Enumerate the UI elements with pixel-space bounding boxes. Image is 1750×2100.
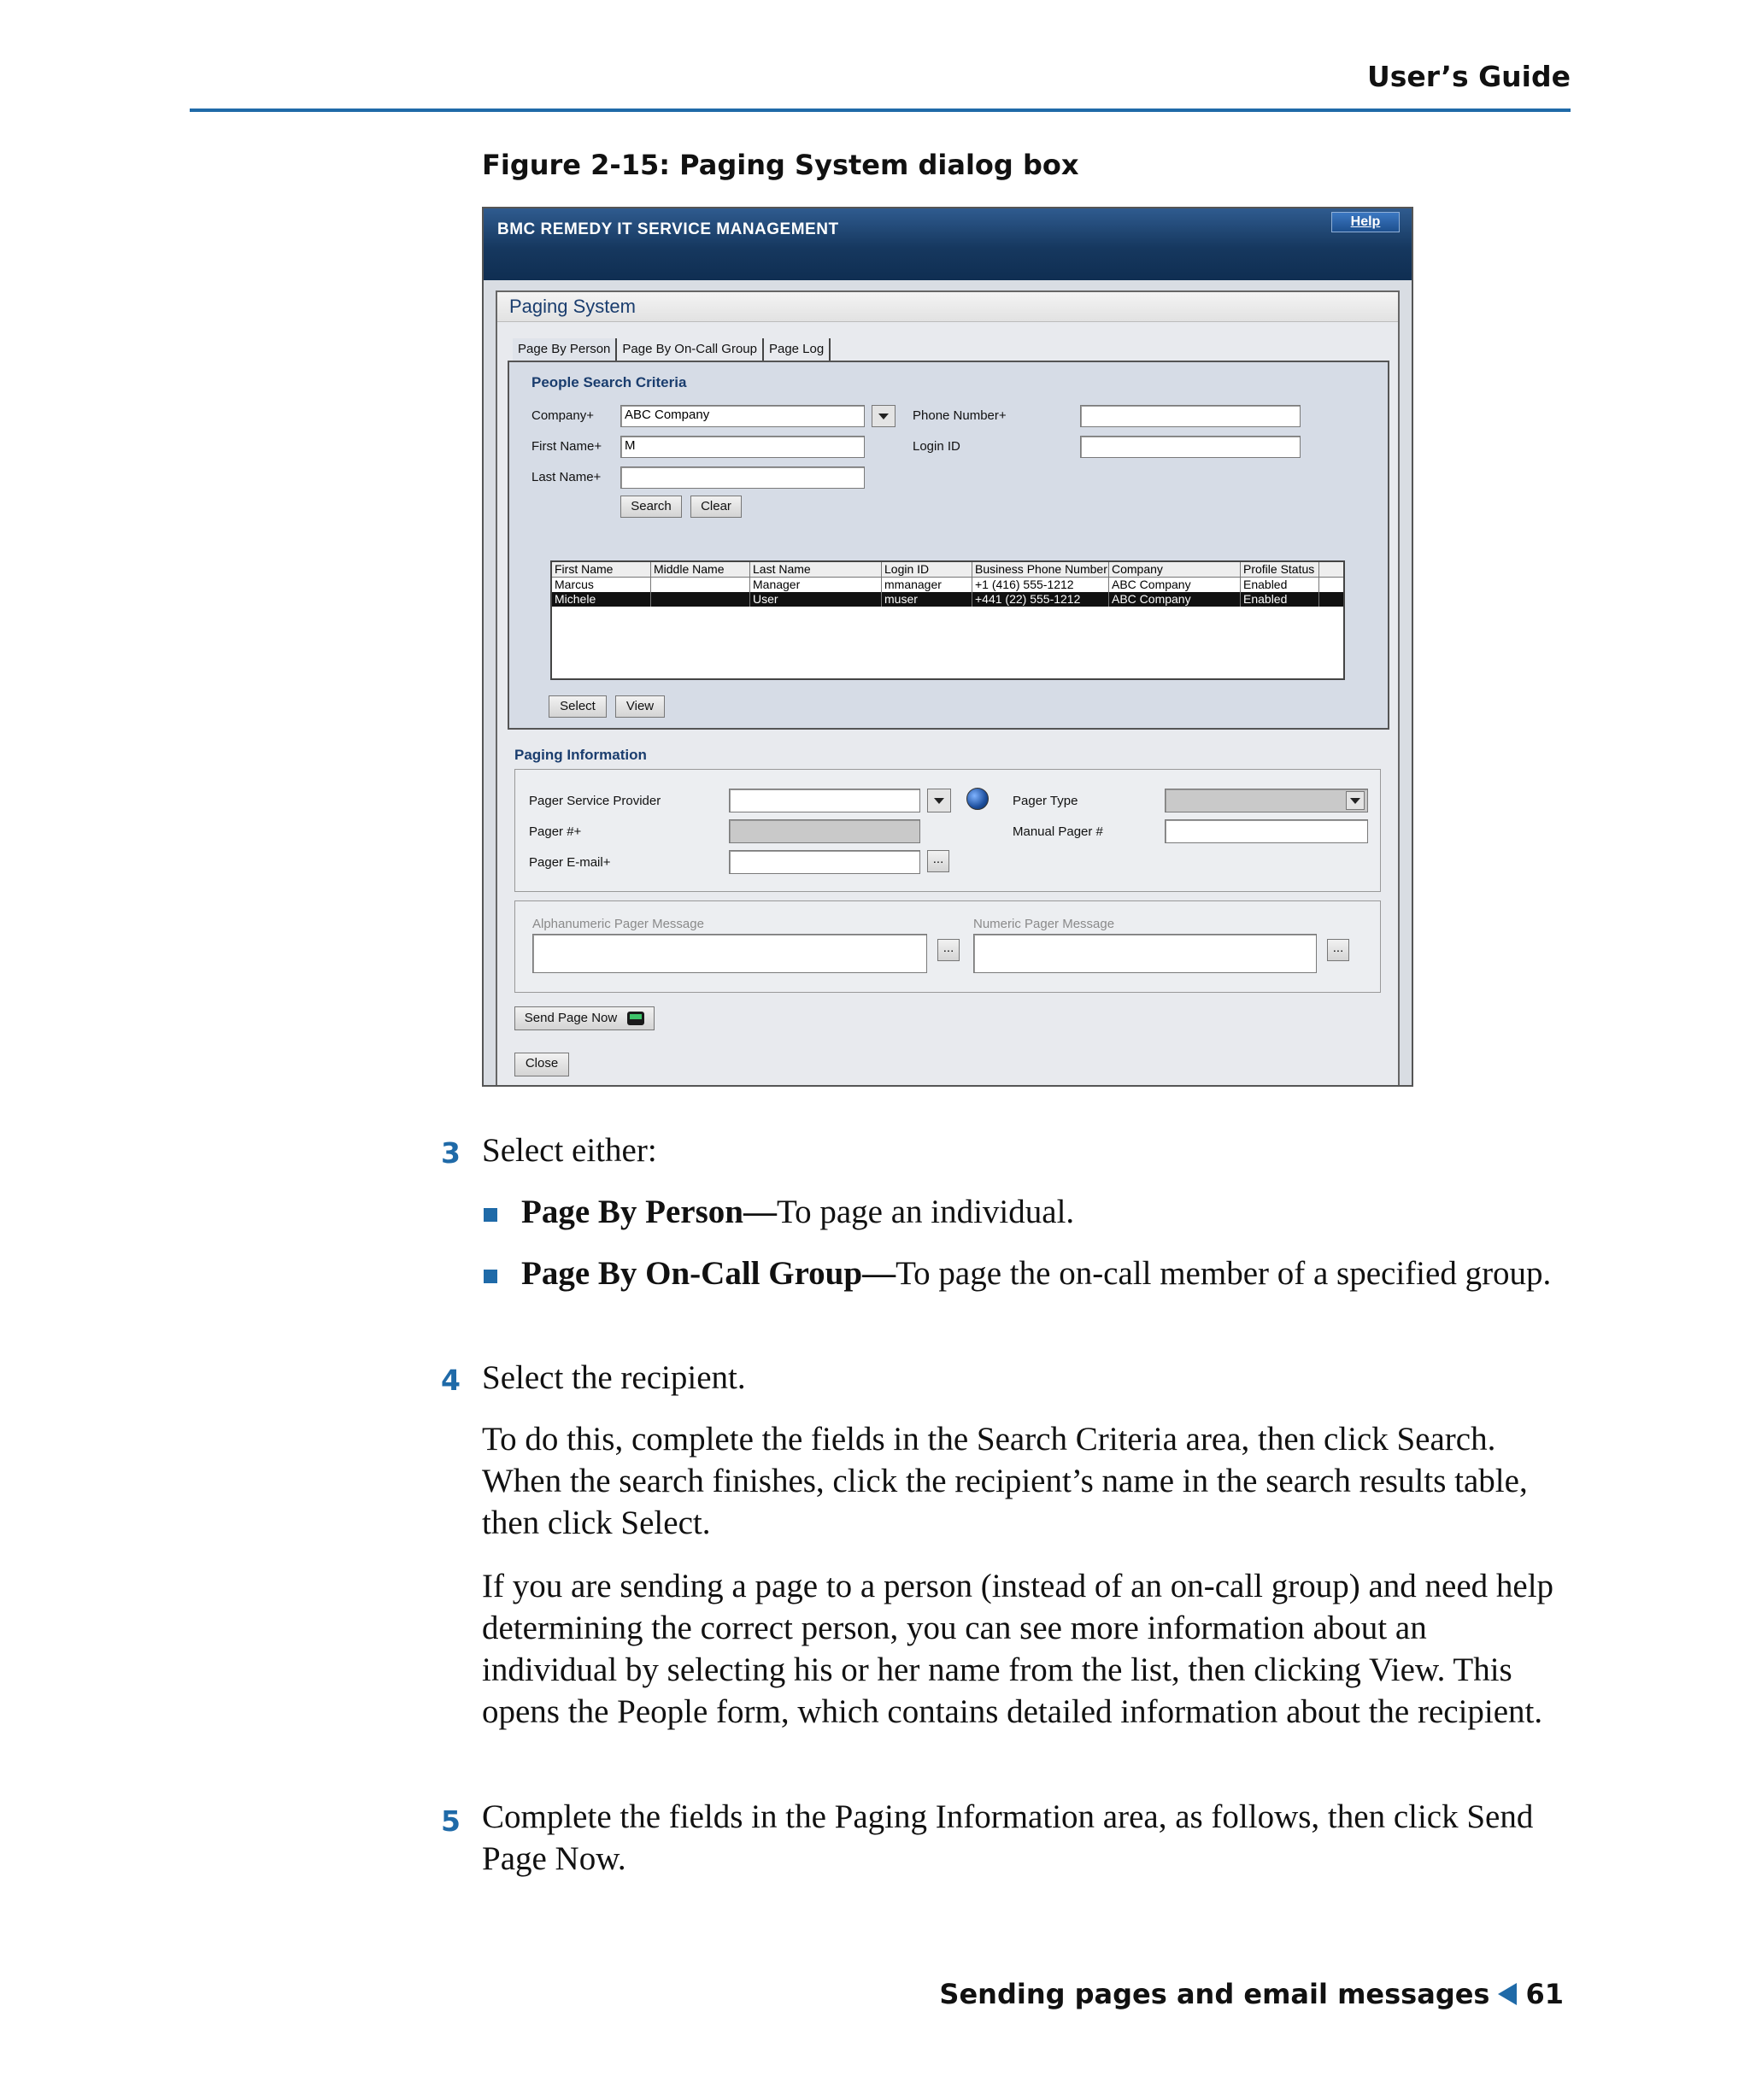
provider-info-button[interactable] [966,788,989,810]
last-name-input[interactable] [620,466,865,489]
last-name-label: Last Name+ [531,470,602,484]
triangle-left-icon [1498,1983,1517,2005]
paging-information-box [514,769,1381,892]
cell-login-id: muser [882,592,972,607]
pager-message-box [514,900,1381,993]
bullet-square-icon [484,1270,497,1283]
pager-number-input[interactable] [729,819,920,843]
pager-type-dropdown[interactable] [1346,791,1365,810]
pager-service-provider-dropdown[interactable] [927,789,951,812]
app-banner [484,208,1412,280]
paging-system-panel [496,290,1400,1085]
search-results-table [550,560,1345,680]
step-number: 3 [441,1136,461,1170]
alphanumeric-message-input[interactable] [532,934,927,973]
close-button[interactable]: Close [514,1053,569,1076]
globe-icon [966,788,989,810]
table-row-selected[interactable] [552,592,1343,607]
first-name-input[interactable]: M [620,436,865,458]
phone-number-input[interactable] [1080,405,1301,427]
paragraph-search-instructions: To do this, complete the fields in the Search Criteria area, then click Search. When the search finishes, click the recipient’s name in the search results table, then click Select. [482,1421,1528,1541]
pager-email-label: Pager E-mail+ [529,855,611,870]
select-button[interactable]: Select [549,695,607,718]
step-number: 5 [441,1804,461,1838]
panel-title: Paging System [509,296,636,317]
help-link[interactable]: Help [1331,212,1400,232]
column-header-login-id[interactable]: Login ID [882,562,972,577]
bullet-term: Page By Person— [521,1194,777,1230]
numeric-message-input[interactable] [973,934,1317,973]
pager-type-label: Pager Type [1013,794,1078,808]
paragraph-view-instructions: If you are sending a page to a person (instead of an on-call group) and need help determining the correct person, you can see more information about an individual by selecting his or her name from the list, then clicking View. This opens the People form, which contains detailed information about the recipient. [482,1568,1554,1730]
first-name-label: First Name+ [531,439,602,454]
bullet-item-page-by-person [521,1191,1572,1233]
page-by-person-tab-body [508,361,1389,730]
column-header-company[interactable]: Company [1109,562,1241,577]
column-header-profile-status[interactable]: Profile Status [1241,562,1319,577]
people-search-criteria-heading: People Search Criteria [531,374,687,390]
chevron-down-icon [1350,798,1360,804]
cell-first-name: Marcus [552,578,651,592]
alphanumeric-ellipsis-button[interactable]: ... [937,939,960,961]
company-dropdown-button[interactable] [872,405,896,427]
bullet-square-icon [484,1208,497,1222]
tab-page-log[interactable]: Page Log [764,338,831,362]
phone-number-label: Phone Number+ [913,408,1007,423]
step-text: Complete the fields in the Paging Information area, as follows, then click Send Page Now. [482,1798,1534,1877]
cell-login-id: mmanager [882,578,972,592]
bullet-item-page-by-on-call-group [521,1252,1572,1294]
running-header: User’s Guide [1366,60,1571,93]
cell-company: ABC Company [1109,578,1241,592]
header-rule [190,109,1571,112]
column-header-last-name[interactable]: Last Name [750,562,882,577]
company-input[interactable]: ABC Company [620,405,865,427]
page-footer [939,1978,1564,2010]
search-button[interactable]: Search [620,496,682,518]
cell-first-name: Michele [552,592,651,607]
company-label: Company+ [531,408,594,423]
pager-email-input[interactable] [729,850,920,874]
pager-icon [627,1012,644,1025]
login-id-input[interactable] [1080,436,1301,458]
figure-caption: Figure 2-15: Paging System dialog box [482,149,1079,181]
cell-profile-status: Enabled [1241,592,1319,607]
banner-title: BMC REMEDY IT SERVICE MANAGEMENT [497,220,839,238]
tab-page-by-on-call-group[interactable]: Page By On-Call Group [617,338,764,362]
step-number: 4 [441,1364,461,1397]
clear-button[interactable]: Clear [690,496,742,518]
view-button[interactable]: View [615,695,665,718]
cell-last-name: Manager [750,578,882,592]
bullet-description: To page an individual. [776,1194,1075,1230]
manual-pager-label: Manual Pager # [1013,824,1103,839]
tab-page-by-person[interactable]: Page By Person [513,338,617,362]
page-number: 61 [1525,1978,1564,2010]
column-header-first-name[interactable]: First Name [552,562,651,577]
alphanumeric-message-label: Alphanumeric Pager Message [532,917,704,931]
bullet-description: To page the on-call member of a specified group. [896,1255,1552,1292]
cell-company: ABC Company [1109,592,1241,607]
tab-strip [513,338,831,362]
numeric-ellipsis-button[interactable]: ... [1327,939,1349,961]
table-header-row [552,562,1343,578]
cell-profile-status: Enabled [1241,578,1319,592]
column-header-business-phone[interactable]: Business Phone Number [972,562,1109,577]
cell-middle-name [651,592,750,607]
chevron-down-icon [934,798,944,804]
numeric-message-label: Numeric Pager Message [973,917,1115,931]
manual-pager-input[interactable] [1165,819,1368,843]
paging-system-screenshot [482,207,1413,1087]
paging-information-heading: Paging Information [514,747,647,763]
pager-email-ellipsis-button[interactable]: ... [927,850,949,872]
pager-number-label: Pager #+ [529,824,582,839]
cell-business-phone: +441 (22) 555-1212 [972,592,1109,607]
step-text: Select either: [482,1132,657,1169]
pager-service-provider-input[interactable] [729,789,920,812]
cell-middle-name [651,578,750,592]
pager-type-select[interactable] [1165,789,1368,812]
chevron-down-icon [878,414,889,419]
step-text: Select the recipient. [482,1359,746,1396]
cell-last-name: User [750,592,882,607]
login-id-label: Login ID [913,439,960,454]
send-page-now-label: Send Page Now [524,1011,618,1025]
send-page-now-button[interactable] [514,1006,655,1030]
bullet-term: Page By On-Call Group— [521,1255,896,1292]
cell-business-phone: +1 (416) 555-1212 [972,578,1109,592]
table-row[interactable] [552,578,1343,592]
footer-section-title: Sending pages and email messages [939,1978,1490,2010]
pager-service-provider-label: Pager Service Provider [529,794,661,808]
column-header-middle-name[interactable]: Middle Name [651,562,750,577]
